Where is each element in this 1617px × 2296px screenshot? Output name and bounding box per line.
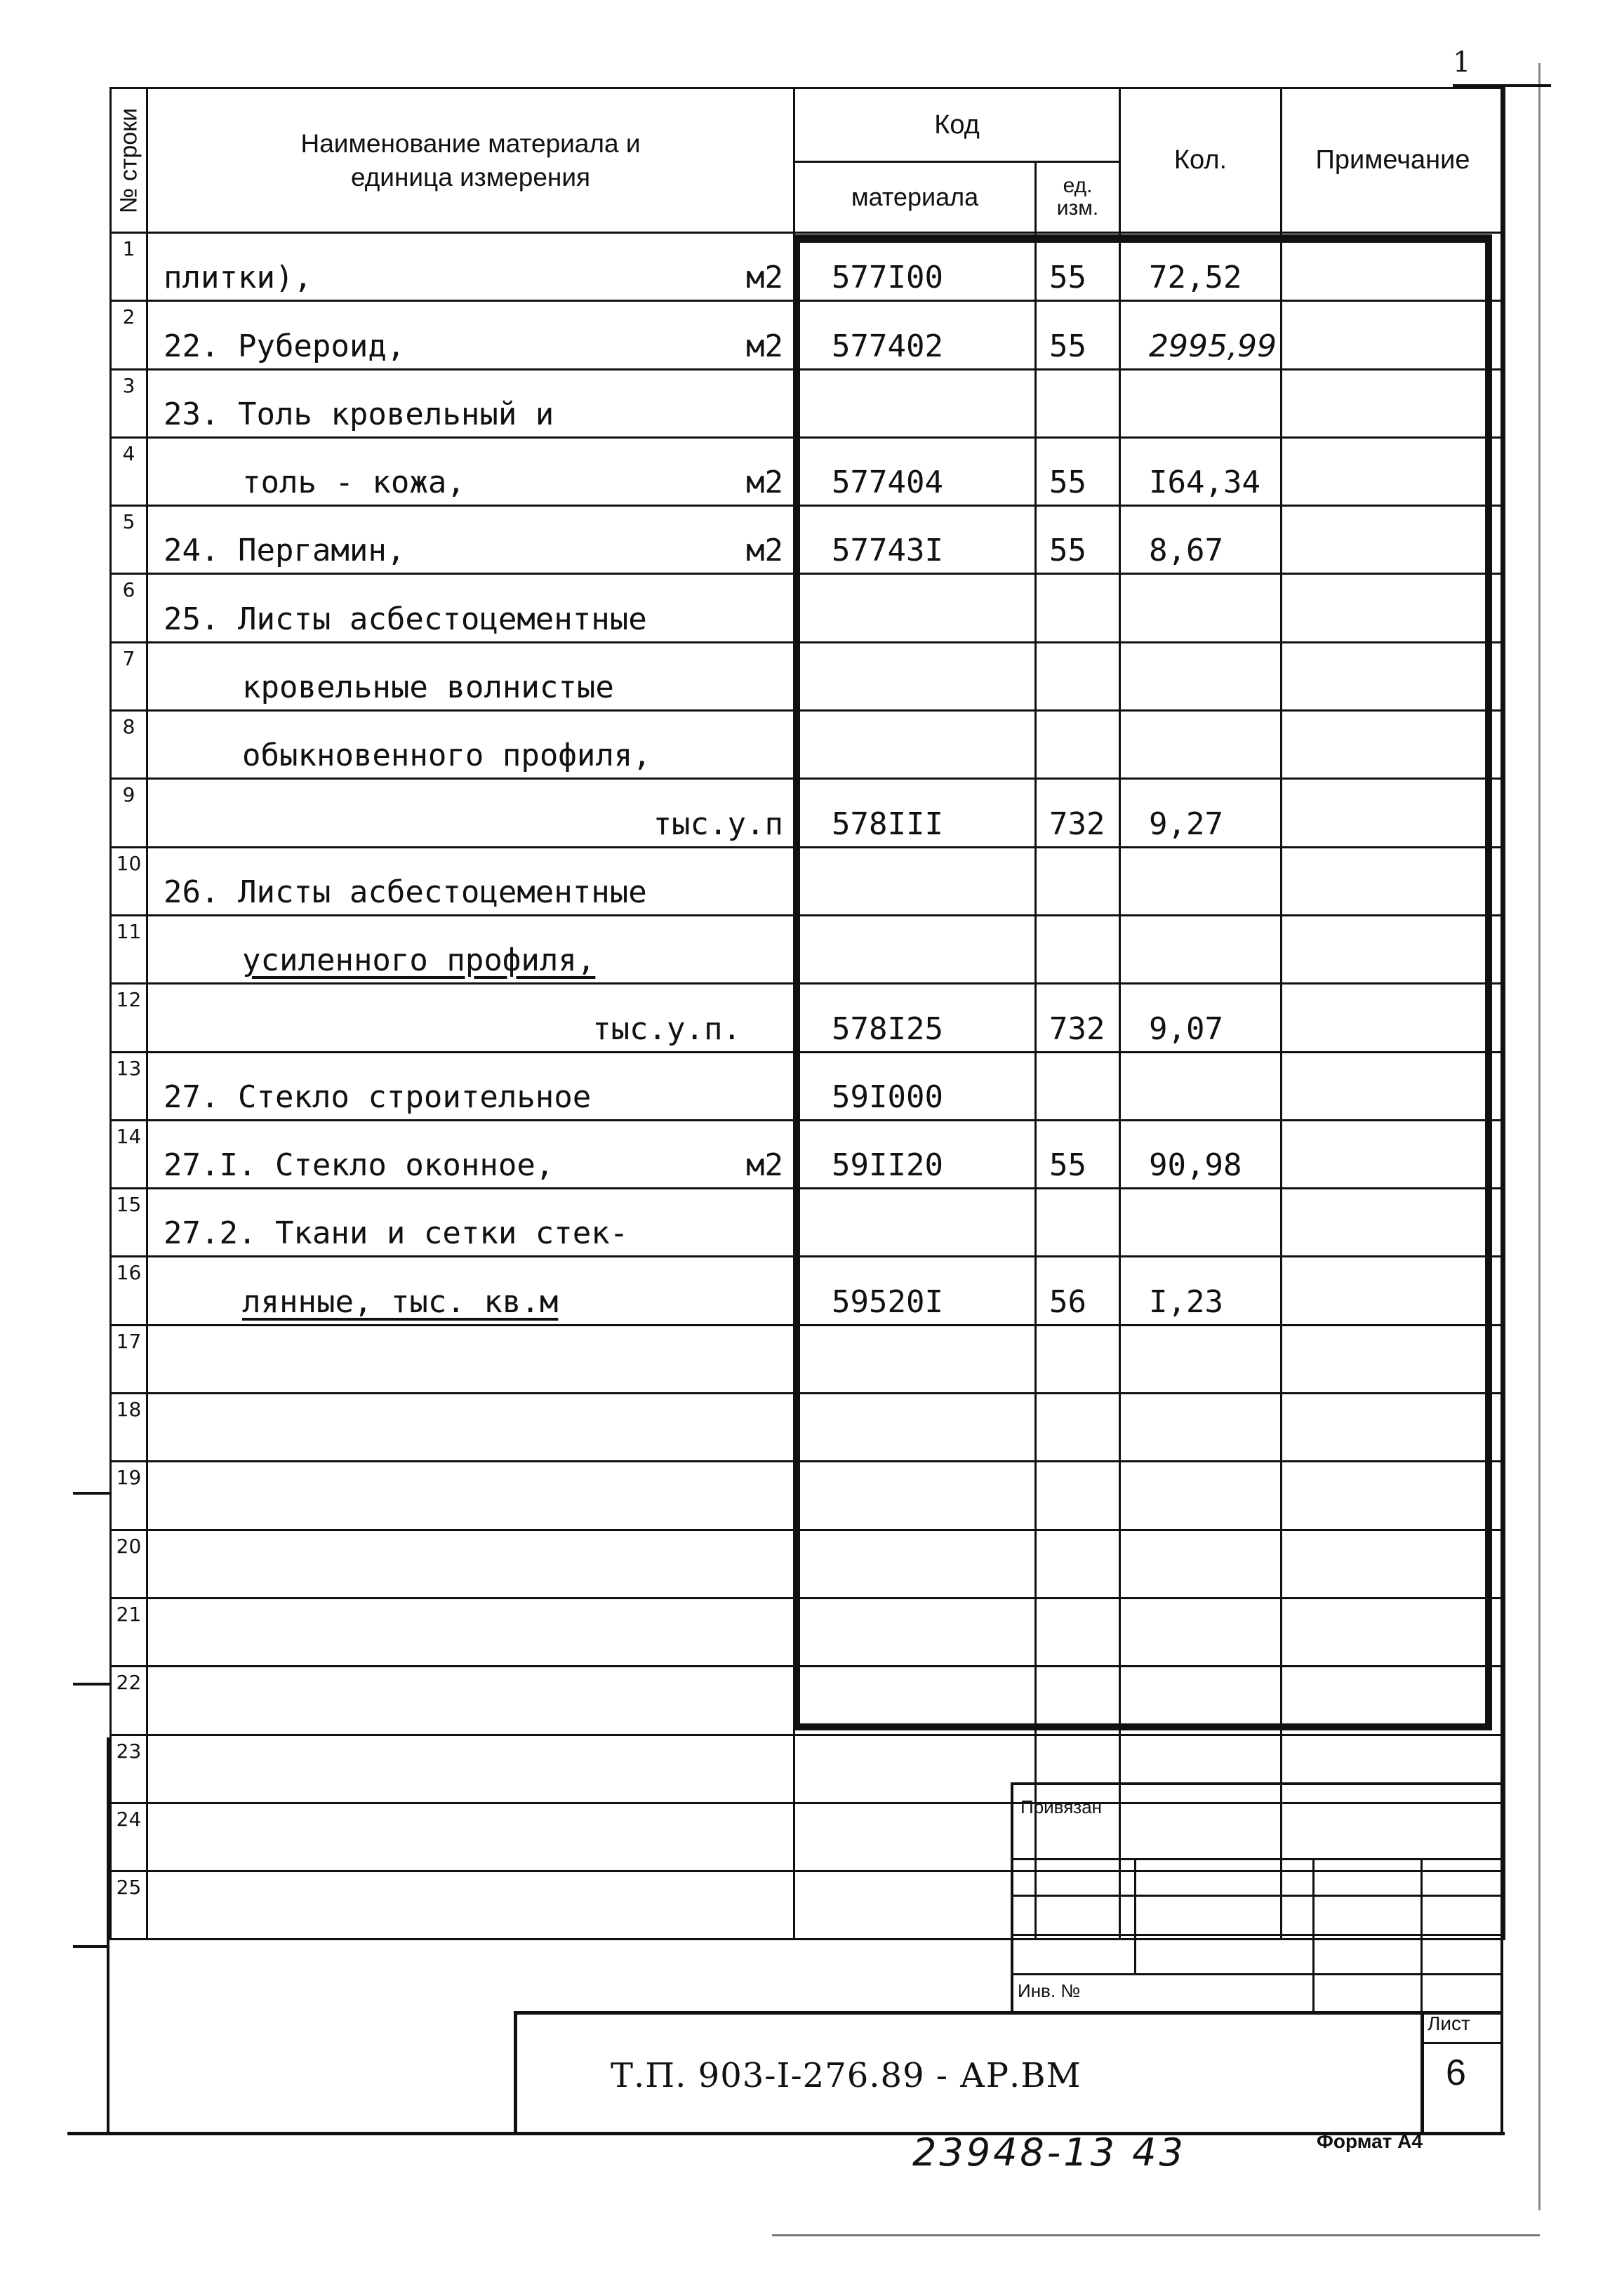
stamp-line xyxy=(1011,1858,1502,1860)
table-row xyxy=(111,847,1505,915)
unit-code xyxy=(1036,1598,1120,1666)
material-name: тыс.у.п. xyxy=(592,1010,741,1047)
header-unit-code: ед. изм. xyxy=(1036,162,1120,233)
quantity xyxy=(1120,1803,1282,1871)
table-row xyxy=(111,984,1505,1052)
quantity xyxy=(1120,642,1282,710)
unit-code: 55 xyxy=(1036,233,1120,301)
frame-bottom-line xyxy=(67,2132,1505,2135)
quantity: I,23 xyxy=(1120,1257,1282,1325)
table-row xyxy=(111,1667,1505,1735)
note xyxy=(1282,984,1505,1052)
material-code xyxy=(794,711,1036,779)
unit-code: 56 xyxy=(1036,1257,1120,1325)
unit-code: 55 xyxy=(1036,301,1120,369)
material-name-cell xyxy=(147,1052,794,1120)
material-code xyxy=(794,1325,1036,1393)
stamp-line xyxy=(1312,1858,1315,2013)
table-row xyxy=(111,1462,1505,1530)
note xyxy=(1282,574,1505,642)
row-number: 12 xyxy=(111,984,147,1052)
table-row xyxy=(111,1257,1505,1325)
material-name-cell xyxy=(147,1735,794,1803)
material-name-cell xyxy=(147,711,794,779)
material-code: 59520I xyxy=(794,1257,1036,1325)
note xyxy=(1282,1871,1505,1940)
material-code: 57743I xyxy=(794,506,1036,574)
sheet-label: Лист xyxy=(1428,2013,1470,2034)
note xyxy=(1282,779,1505,847)
material-unit: м2 xyxy=(746,533,783,569)
material-name: лянные, тыс. кв.м xyxy=(242,1283,559,1320)
material-name: 27.2. Ткани и сетки стек- xyxy=(164,1215,629,1252)
material-name-cell xyxy=(147,506,794,574)
table-row xyxy=(111,779,1505,847)
row-number: 7 xyxy=(111,642,147,710)
material-code xyxy=(794,1871,1036,1940)
header-row-number: № строки xyxy=(111,88,147,233)
note xyxy=(1282,1052,1505,1120)
document-code: Т.П. 903-I-276.89 - АР.ВМ xyxy=(611,2056,1082,2095)
material-name: 25. Листы асбестоцементные xyxy=(164,601,647,637)
frame-left-line xyxy=(107,1737,109,2133)
quantity xyxy=(1120,574,1282,642)
quantity xyxy=(1120,1052,1282,1120)
table-row xyxy=(111,1189,1505,1257)
stamp-line xyxy=(1134,1858,1136,1973)
quantity: 2995,99 xyxy=(1120,301,1282,369)
note xyxy=(1282,1394,1505,1462)
title-block-left-line xyxy=(514,2011,517,2133)
material-name-cell xyxy=(147,1530,794,1598)
quantity xyxy=(1120,1735,1282,1803)
material-name-cell xyxy=(147,233,794,301)
note xyxy=(1282,1257,1505,1325)
quantity xyxy=(1120,1394,1282,1462)
table-row xyxy=(111,1735,1505,1803)
note xyxy=(1282,233,1505,301)
note xyxy=(1282,1462,1505,1530)
unit-code xyxy=(1036,574,1120,642)
material-name-cell xyxy=(147,1667,794,1735)
unit-code: 732 xyxy=(1036,984,1120,1052)
quantity: 9,27 xyxy=(1120,779,1282,847)
material-code: 578I25 xyxy=(794,984,1036,1052)
title-block-top-line xyxy=(514,2011,1502,2015)
title-block-sheet-divider xyxy=(1420,2042,1502,2044)
table-row xyxy=(111,1394,1505,1462)
note xyxy=(1282,437,1505,505)
unit-code xyxy=(1036,915,1120,983)
frame-top-right-line xyxy=(1453,84,1551,87)
quantity: 8,67 xyxy=(1120,506,1282,574)
material-code: 59II20 xyxy=(794,1120,1036,1188)
table-row xyxy=(111,1120,1505,1188)
note xyxy=(1282,301,1505,369)
row-number: 14 xyxy=(111,1120,147,1188)
note xyxy=(1282,1189,1505,1257)
row-number: 1 xyxy=(111,233,147,301)
materials-table xyxy=(109,87,1505,1940)
material-name: 26. Листы асбестоцементные xyxy=(164,874,647,910)
stamp-line xyxy=(1011,1895,1502,1897)
note xyxy=(1282,506,1505,574)
row-number: 22 xyxy=(111,1667,147,1735)
quantity: 72,52 xyxy=(1120,233,1282,301)
stamp-line xyxy=(1011,1782,1502,1785)
note xyxy=(1282,1325,1505,1393)
unit-code xyxy=(1036,1394,1120,1462)
table-row xyxy=(111,1871,1505,1940)
material-code: 577402 xyxy=(794,301,1036,369)
material-unit: м2 xyxy=(746,328,783,364)
material-code xyxy=(794,1462,1036,1530)
material-code: 577404 xyxy=(794,437,1036,505)
material-code xyxy=(794,1803,1036,1871)
material-code xyxy=(794,1530,1036,1598)
material-name-cell xyxy=(147,301,794,369)
row-number: 11 xyxy=(111,915,147,983)
material-code xyxy=(794,1667,1036,1735)
unit-code xyxy=(1036,1052,1120,1120)
page-number: 1 xyxy=(1453,46,1471,79)
material-name-cell xyxy=(147,915,794,983)
material-name: 27. Стекло строительное xyxy=(164,1079,592,1115)
table-row xyxy=(111,233,1505,301)
stamp-line xyxy=(1011,1782,1013,2014)
unit-code xyxy=(1036,711,1120,779)
quantity xyxy=(1120,1871,1282,1940)
table-row xyxy=(111,1052,1505,1120)
note xyxy=(1282,642,1505,710)
material-unit: м2 xyxy=(746,1147,783,1184)
quantity: 90,98 xyxy=(1120,1120,1282,1188)
unit-code xyxy=(1036,1871,1120,1940)
material-name-cell xyxy=(147,1120,794,1188)
material-name-cell xyxy=(147,847,794,915)
header-material-code: материала xyxy=(794,162,1036,233)
material-code xyxy=(794,574,1036,642)
material-name: тыс.у.п xyxy=(653,806,783,842)
note xyxy=(1282,847,1505,915)
material-unit: м2 xyxy=(746,260,783,296)
material-name: 22. Рубероид, xyxy=(164,328,406,364)
unit-code xyxy=(1036,1462,1120,1530)
material-code xyxy=(794,1394,1036,1462)
material-code: 59I000 xyxy=(794,1052,1036,1120)
frame-right-line xyxy=(1500,87,1503,2133)
material-name-cell xyxy=(147,1189,794,1257)
material-name-cell xyxy=(147,1803,794,1871)
page-bottom-edge-line xyxy=(772,2234,1540,2236)
quantity xyxy=(1120,1325,1282,1393)
row-number: 24 xyxy=(111,1803,147,1871)
material-name-cell xyxy=(147,779,794,847)
table-row xyxy=(111,915,1505,983)
material-name-cell xyxy=(147,1598,794,1666)
table-row xyxy=(111,574,1505,642)
unit-code xyxy=(1036,369,1120,437)
quantity: I64,34 xyxy=(1120,437,1282,505)
paper-format: Формат А4 xyxy=(1317,2130,1423,2152)
unit-code: 55 xyxy=(1036,1120,1120,1188)
stamp-line xyxy=(1011,1973,1502,1975)
note xyxy=(1282,1667,1505,1735)
material-name: 27.I. Стекло оконное, xyxy=(164,1147,554,1184)
note xyxy=(1282,915,1505,983)
table-row xyxy=(111,711,1505,779)
row-number: 2 xyxy=(111,301,147,369)
quantity xyxy=(1120,1189,1282,1257)
row-number: 9 xyxy=(111,779,147,847)
row-number: 3 xyxy=(111,369,147,437)
table-row xyxy=(111,369,1505,437)
material-name: 24. Пергамин, xyxy=(164,533,406,569)
quantity xyxy=(1120,1598,1282,1666)
unit-code xyxy=(1036,642,1120,710)
unit-code: 55 xyxy=(1036,506,1120,574)
row-number: 17 xyxy=(111,1325,147,1393)
material-name-cell xyxy=(147,437,794,505)
table-row xyxy=(111,437,1505,505)
table-row xyxy=(111,1325,1505,1393)
row-number: 18 xyxy=(111,1394,147,1462)
material-code xyxy=(794,369,1036,437)
material-code xyxy=(794,1598,1036,1666)
quantity xyxy=(1120,1462,1282,1530)
unit-code xyxy=(1036,1735,1120,1803)
margin-tick xyxy=(73,1683,109,1686)
stamp-line xyxy=(1420,1858,1423,2013)
material-name: плитки), xyxy=(164,260,312,296)
note xyxy=(1282,1735,1505,1803)
row-number: 13 xyxy=(111,1052,147,1120)
unit-code: 55 xyxy=(1036,437,1120,505)
unit-code xyxy=(1036,1667,1120,1735)
material-code xyxy=(794,1189,1036,1257)
material-name-cell xyxy=(147,1257,794,1325)
material-name: толь - кожа, xyxy=(242,465,465,501)
material-code xyxy=(794,642,1036,710)
material-name-cell xyxy=(147,984,794,1052)
material-name: обыкновенного профиля, xyxy=(242,737,651,774)
row-number: 4 xyxy=(111,437,147,505)
header-note: Примечание xyxy=(1282,88,1505,233)
linked-label: Привязан xyxy=(1020,1796,1103,1817)
note xyxy=(1282,369,1505,437)
stamp-line xyxy=(1011,1934,1502,1936)
row-number: 15 xyxy=(111,1189,147,1257)
row-number: 25 xyxy=(111,1871,147,1940)
row-number: 21 xyxy=(111,1598,147,1666)
header-code: Код xyxy=(794,88,1120,162)
quantity xyxy=(1120,369,1282,437)
table-row xyxy=(111,1598,1505,1666)
material-code xyxy=(794,1735,1036,1803)
inventory-label: Инв. № xyxy=(1018,1980,1081,2001)
row-number: 6 xyxy=(111,574,147,642)
material-name-cell xyxy=(147,369,794,437)
table-row xyxy=(111,506,1505,574)
sheet-number: 6 xyxy=(1446,2053,1466,2093)
quantity xyxy=(1120,915,1282,983)
quantity: 9,07 xyxy=(1120,984,1282,1052)
material-code xyxy=(794,847,1036,915)
material-code: 578III xyxy=(794,779,1036,847)
material-name-cell xyxy=(147,1325,794,1393)
material-name: кровельные волнистые xyxy=(242,669,614,706)
row-number: 16 xyxy=(111,1257,147,1325)
unit-code xyxy=(1036,847,1120,915)
material-code: 577I00 xyxy=(794,233,1036,301)
note xyxy=(1282,1120,1505,1188)
material-code xyxy=(794,915,1036,983)
row-number: 5 xyxy=(111,506,147,574)
material-unit: м2 xyxy=(746,465,783,501)
margin-tick xyxy=(73,1945,109,1948)
margin-tick xyxy=(73,1492,109,1495)
unit-code xyxy=(1036,1189,1120,1257)
material-name-cell xyxy=(147,1394,794,1462)
material-name: усиленного профиля, xyxy=(242,942,596,979)
quantity xyxy=(1120,1530,1282,1598)
inventory-number: 23948-13 43 xyxy=(912,2130,1186,2175)
note xyxy=(1282,1598,1505,1666)
header-quantity: Кол. xyxy=(1120,88,1282,233)
note xyxy=(1282,1803,1505,1871)
header-material-name: Наименование материала и единица измерения xyxy=(147,88,794,233)
material-name-cell xyxy=(147,1462,794,1530)
table-row xyxy=(111,1530,1505,1598)
material-name-cell xyxy=(147,642,794,710)
material-name: 23. Толь кровельный и xyxy=(164,396,554,432)
table-row xyxy=(111,642,1505,710)
quantity xyxy=(1120,1667,1282,1735)
quantity xyxy=(1120,711,1282,779)
unit-code xyxy=(1036,1530,1120,1598)
row-number: 10 xyxy=(111,847,147,915)
table-row xyxy=(111,1803,1505,1871)
page-edge-line xyxy=(1538,63,1541,2210)
note xyxy=(1282,711,1505,779)
table-row xyxy=(111,301,1505,369)
title-block-sheet-line xyxy=(1420,2011,1424,2133)
quantity xyxy=(1120,847,1282,915)
row-number: 23 xyxy=(111,1735,147,1803)
row-number: 20 xyxy=(111,1530,147,1598)
material-name-cell xyxy=(147,1871,794,1940)
material-name-cell xyxy=(147,574,794,642)
row-number: 8 xyxy=(111,711,147,779)
row-number: 19 xyxy=(111,1462,147,1530)
unit-code: 732 xyxy=(1036,779,1120,847)
unit-code xyxy=(1036,1325,1120,1393)
note xyxy=(1282,1530,1505,1598)
